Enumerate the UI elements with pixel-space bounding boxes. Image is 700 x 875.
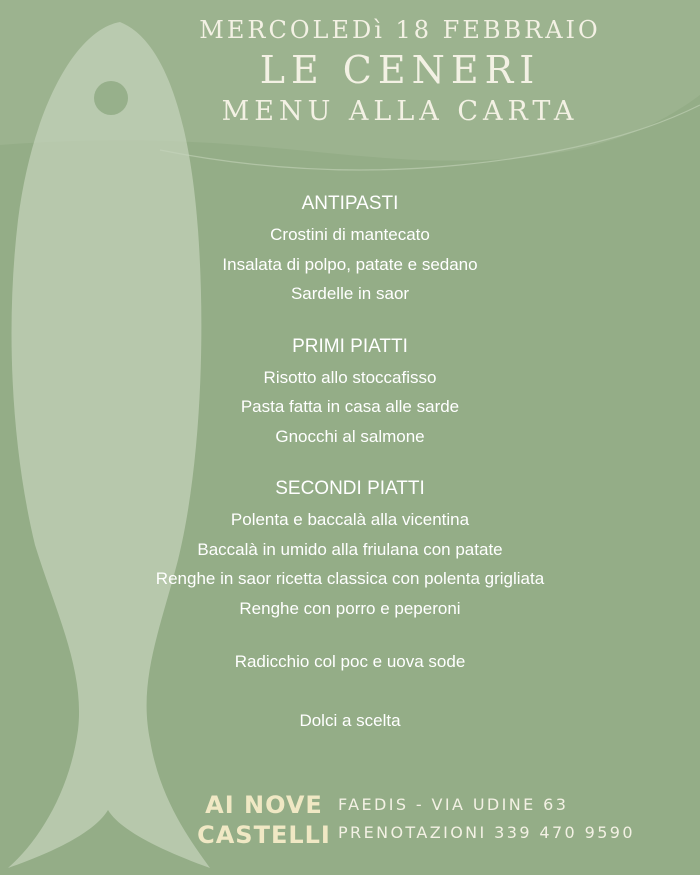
extra-item: Dolci a scelta <box>299 711 401 730</box>
section-title: PRIMI PIATTI <box>292 335 408 357</box>
menu-item: Gnocchi al salmone <box>275 426 425 446</box>
event-title: LE CENERI <box>259 48 541 92</box>
section-antipasti <box>0 190 700 309</box>
menu-item: Sardelle in saor <box>290 284 410 303</box>
menu-item: Renghe con porro e peperoni <box>239 598 461 618</box>
section-secondi <box>0 475 700 623</box>
logo-line: CASTELLI <box>197 821 331 849</box>
section-primi <box>0 333 700 452</box>
section-title: ANTIPASTI <box>301 193 399 214</box>
menu-item: Polenta e baccalà alla vicentina <box>230 510 470 529</box>
extra-item: Radicchio col poc e uova sode <box>234 652 466 671</box>
menu-item: Insalata di polpo, patate e sedano <box>222 254 478 274</box>
restaurant-logo <box>196 790 332 850</box>
menu-item: Baccalà in umido alla friulana con patate <box>197 539 503 559</box>
section-title: SECONDI PIATTI <box>275 478 425 499</box>
event-date: MERCOLEDì 18 FEBBRAIO <box>199 16 601 44</box>
menu-item: Pasta fatta in casa alle sarde <box>240 397 460 416</box>
menu-item: Renghe in saor ricetta classica con polenta grigliata <box>155 569 545 588</box>
menu-item: Risotto allo stoccafisso <box>263 367 437 387</box>
contact-phone: PRENOTAZIONI 339 470 9590 <box>338 823 635 842</box>
menu-item: Crostini di mantecato <box>270 225 430 244</box>
logo-line: AI NOVE <box>205 791 323 819</box>
menu-list <box>0 190 700 735</box>
contact-address: FAEDIS - VIA UDINE 63 <box>338 795 569 814</box>
menu-subtitle: MENU ALLA CARTA <box>221 96 579 127</box>
